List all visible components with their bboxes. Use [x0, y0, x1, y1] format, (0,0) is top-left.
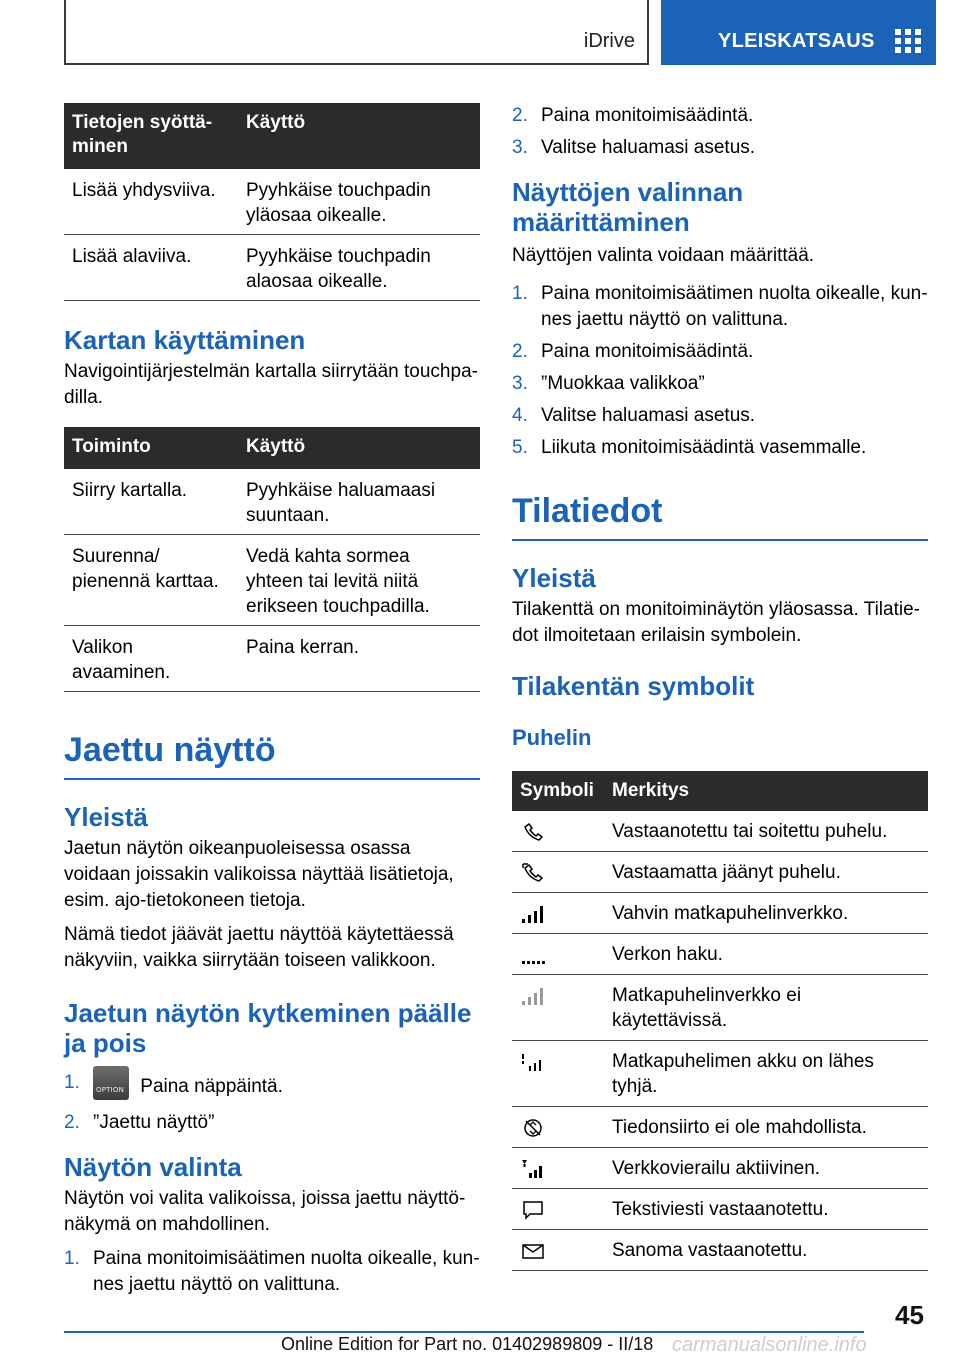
- list-item: [64, 1070, 480, 1104]
- step-number: 4.: [512, 405, 528, 426]
- status-general-heading: Yleistä: [512, 563, 596, 593]
- symbol-cell: [512, 852, 604, 893]
- table-cell: Tiedonsiirto ei ole mahdollista.: [604, 1107, 928, 1148]
- select-steps: [64, 1246, 480, 1298]
- step-text: ”Muokkaa valikkoa”: [541, 373, 705, 394]
- table-header: Merkitys: [604, 771, 928, 811]
- general-paragraph-2: Nämä tiedot jäävät jaettu näyttöä käytettäessä näkyviin, vaikka siirrytään toiseen valikkoon.: [64, 924, 454, 971]
- step-text: Liikuta monitoimisäädintä vasemmalle.: [541, 437, 867, 458]
- step-text: Valitse haluamasi asetus.: [541, 137, 756, 158]
- table-header: Symboli: [512, 771, 604, 811]
- table-cell: Sanoma vastaanotettu.: [604, 1230, 928, 1271]
- table-row: [512, 1189, 928, 1230]
- map-text: Navigointijärjestelmän kartalla siirrytään touchpa-dilla.: [64, 361, 478, 408]
- symbol-cell: [512, 1148, 604, 1189]
- toggle-steps: [64, 1070, 480, 1136]
- table-cell: Pyyhkäise touchpadin yläosaa oikealle.: [238, 169, 480, 235]
- step-number: 1.: [64, 1248, 80, 1269]
- table-cell: Valikon avaaminen.: [64, 626, 238, 692]
- table-cell: Paina kerran.: [238, 626, 480, 692]
- step-number: 3.: [512, 137, 528, 158]
- list-item: [64, 1110, 480, 1136]
- step-number: 2.: [512, 341, 528, 362]
- step-number: 1.: [64, 1072, 80, 1093]
- list-item: [512, 371, 928, 397]
- table-header: Tietojen syöttä- minen: [64, 103, 238, 169]
- option-button-icon: [93, 1066, 129, 1100]
- symbols-heading: Tilakentän symbolit: [512, 671, 755, 701]
- list-item: [512, 339, 928, 365]
- table-cell: Verkkovierailu aktiivinen.: [604, 1148, 928, 1189]
- status-general-text: Tilakenttä on monitoiminäytön yläosassa. Tilatie-dot ilmoitetaan erilaisin symbolein.: [512, 599, 920, 646]
- option-label: OPTION: [96, 1086, 125, 1094]
- table-cell: Vedä kahta sormea yhteen tai levitä niitä erikseen touchpadilla.: [238, 535, 480, 626]
- symbol-table: [512, 771, 928, 1271]
- table-cell: Suurenna/ pienennä karttaa.: [64, 535, 238, 626]
- table-cell: Vastaamatta jäänyt puhelu.: [604, 852, 928, 893]
- step-text: Paina monitoimisäädintä.: [541, 341, 754, 362]
- select-text: Näytön voi valita valikoissa, joissa jaettu näyttö-näkymä on mahdollinen.: [64, 1188, 466, 1235]
- header-title: iDrive: [583, 30, 635, 52]
- shared-screen-heading: Jaettu näyttö: [64, 730, 480, 780]
- symbol-cell: [512, 1041, 604, 1107]
- symbol-cell: [512, 811, 604, 852]
- grid-icon: [895, 29, 921, 53]
- continued-steps: [512, 103, 928, 161]
- handset-icon: [520, 821, 546, 843]
- network-search-icon: [520, 944, 546, 966]
- step-text: Valitse haluamasi asetus.: [541, 405, 756, 426]
- select-heading: Näytön valinta: [64, 1152, 242, 1182]
- table-row: [512, 1041, 928, 1107]
- step-number: 2.: [64, 1112, 80, 1133]
- list-item: [64, 1246, 480, 1298]
- table-cell: Siirry kartalla.: [64, 469, 238, 535]
- right-column: [512, 103, 928, 1271]
- define-steps: [512, 281, 928, 461]
- table-cell: Vastaanotettu tai soitettu puhelu.: [604, 811, 928, 852]
- table-row: [512, 811, 928, 852]
- step-number: 3.: [512, 373, 528, 394]
- symbol-cell: [512, 1189, 604, 1230]
- symbol-cell: [512, 1230, 604, 1271]
- symbol-cell: [512, 934, 604, 975]
- table-row: [64, 535, 480, 626]
- step-text: Paina monitoimisäätimen nuolta oikealle, kun-nes jaettu näyttö on valittuna.: [541, 283, 928, 330]
- step-number: 5.: [512, 437, 528, 458]
- table-row: [512, 1107, 928, 1148]
- left-column: [64, 103, 480, 1304]
- table-header: Käyttö: [238, 103, 480, 169]
- table-cell: Verkon haku.: [604, 934, 928, 975]
- step-number: 1.: [512, 283, 528, 304]
- table-row: [512, 893, 928, 934]
- step-text: Paina monitoimisäätimen nuolta oikealle, kun-nes jaettu näyttö on valittuna.: [93, 1248, 480, 1295]
- list-item: [512, 103, 928, 129]
- symbol-cell: [512, 893, 604, 934]
- sms-icon: [520, 1199, 546, 1221]
- no-network-icon: [520, 985, 546, 1007]
- footer-edition: Online Edition for Part no. 01402989809 - II/18: [281, 1334, 654, 1354]
- table-header: Toiminto: [64, 427, 238, 469]
- list-item: [512, 135, 928, 161]
- step-number: 2.: [512, 105, 528, 126]
- table-row: [512, 852, 928, 893]
- map-table: [64, 427, 480, 692]
- table-row: [64, 469, 480, 535]
- list-item: [512, 281, 928, 333]
- table-cell: Matkapuhelimen akku on lähes tyhjä.: [604, 1041, 928, 1107]
- general-heading: Yleistä: [64, 802, 148, 832]
- step-text: ”Jaettu näyttö”: [93, 1112, 215, 1133]
- map-heading: Kartan käyttäminen: [64, 325, 306, 355]
- table-row: [512, 934, 928, 975]
- symbol-cell: [512, 1107, 604, 1148]
- toggle-heading: Jaetun näytön kytkeminen päälle ja pois: [64, 998, 472, 1058]
- missed-call-icon: [520, 862, 546, 884]
- watermark: carmanualsonline.info: [672, 1334, 867, 1356]
- step-text: Paina monitoimisäädintä.: [541, 105, 754, 126]
- message-icon: [520, 1240, 546, 1262]
- header-title-box: [64, 0, 649, 65]
- page-number: 45: [895, 1300, 924, 1330]
- table-cell: Matkapuhelinverkko ei käytettävissä.: [604, 975, 928, 1041]
- footer-divider: [64, 1331, 864, 1333]
- header-section-tab[interactable]: [661, 0, 936, 65]
- table-cell: Lisää alaviiva.: [64, 235, 238, 301]
- table-header: Käyttö: [238, 427, 480, 469]
- table-row: [512, 975, 928, 1041]
- no-data-icon: [520, 1117, 546, 1139]
- list-item: [512, 435, 928, 461]
- status-heading: Tilatiedot: [512, 491, 928, 541]
- table-cell: Vahvin matkapuhelinverkko.: [604, 893, 928, 934]
- symbol-cell: [512, 975, 604, 1041]
- table-cell: Tekstiviesti vastaanotettu.: [604, 1189, 928, 1230]
- signal-strong-icon: [520, 903, 546, 925]
- roaming-icon: [520, 1158, 546, 1180]
- table-row: [512, 1230, 928, 1271]
- header-section-label: YLEISKATSAUS: [718, 30, 875, 52]
- general-paragraph-1: Jaetun näytön oikeanpuoleisessa osassa voidaan joissakin valikoissa näyttää lisätietoja, esim. ajo-tietokoneen tietoja.: [64, 838, 454, 911]
- table-row: [64, 169, 480, 235]
- table-row: [512, 1148, 928, 1189]
- low-battery-icon: [520, 1051, 546, 1073]
- step-text: Paina näppäintä.: [140, 1076, 283, 1098]
- table-row: [64, 626, 480, 692]
- table-row: [64, 235, 480, 301]
- table-cell: Pyyhkäise haluamaasi suuntaan.: [238, 469, 480, 535]
- table-cell: Pyyhkäise touchpadin alaosaa oikealle.: [238, 235, 480, 301]
- input-table: [64, 103, 480, 301]
- list-item: [512, 403, 928, 429]
- table-cell: Lisää yhdysviiva.: [64, 169, 238, 235]
- define-heading: Näyttöjen valinnan määrittäminen: [512, 177, 744, 237]
- phone-heading: Puhelin: [512, 725, 592, 750]
- define-text: Näyttöjen valinta voidaan määrittää.: [512, 245, 815, 266]
